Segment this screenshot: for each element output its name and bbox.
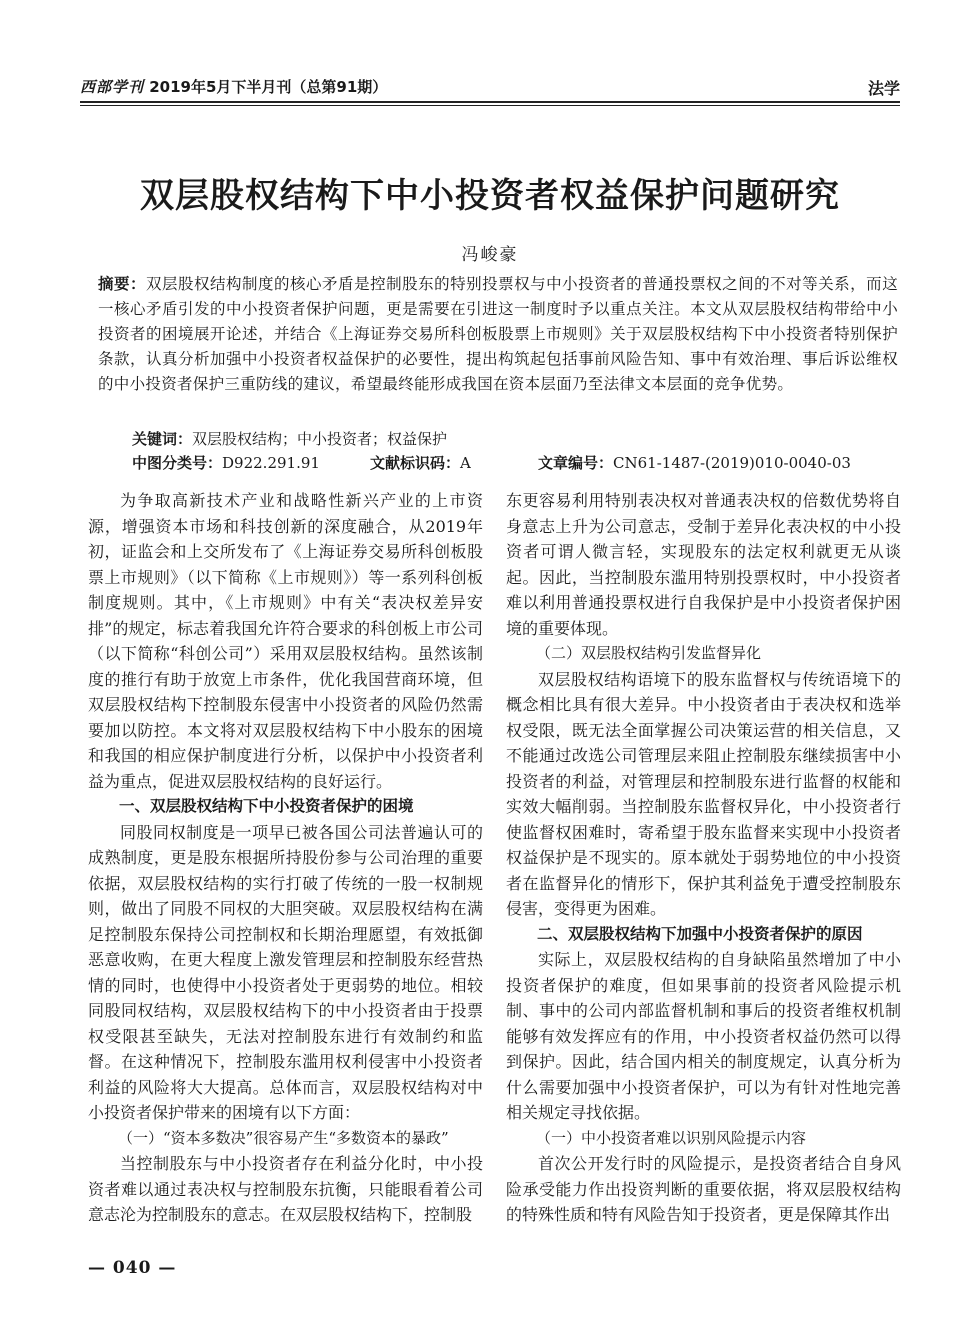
header-divider	[80, 101, 900, 103]
body-column-right	[506, 488, 901, 1228]
doc-code-label: 文献标识码：	[370, 454, 461, 472]
keywords	[132, 428, 447, 449]
abstract-label: 摘要：	[98, 275, 147, 293]
doc-code-text: A	[460, 454, 471, 472]
article-author: 冯峻豪	[461, 245, 519, 265]
article-title: 双层股权结构下中小投资者权益保护问题研究	[140, 176, 840, 216]
paragraph: 当控制股东与中小投资者存在利益分化时，中小投资者难以通过表决权与控制股东抗衡，只能眼看着公司意志沦为控制股东的意志。在双层股权结构下，控制股	[88, 1154, 483, 1224]
paragraph: 首次公开发行时的风险提示，是投资者结合自身风险承受能力作出投资判断的重要依据，将双层股权结构的特殊性质和特有风险告知于投资者，更是保障其作出	[506, 1154, 901, 1224]
journal-name: 西部学刊	[80, 78, 145, 96]
section-heading: 一、双层股权结构下中小投资者保护的困境	[119, 797, 414, 815]
issue-info: 2019年5月下半月刊（总第91期）	[149, 78, 388, 96]
abstract	[98, 272, 898, 397]
body-column-left	[88, 488, 483, 1228]
running-header	[80, 76, 900, 100]
paragraph: 东更容易利用特别表决权对普通表决权的倍数优势将自身意志上升为公司意志，受制于差异化表决权的中小投资者可谓人微言轻，实现股东的法定权利就更无从谈起。因此，当控制股东滥用特别投票权时，中小投资者难以利用普通投票权进行自我保护是中小投资者保护困境的重要体现。	[506, 491, 901, 638]
clc-number	[132, 452, 320, 473]
paragraph: 同股同权制度是一项早已被各国公司法普遍认可的成熟制度，更是股东根据所持股份参与公司治理的重要依据，双层股权结构的实行打破了传统的一股一权制规则，做出了同股不同权的大胆突破。双层股权结构在满足控制股东保持公司控制权和长期治理愿望，有效抵御恶意收购，在更大程度上激发管理层和控制股东经营热情的同时，也使得中小投资者处于更弱势的地位。相较同股同权结构，双层股权结构下的中小投资者由于投票权受限甚至缺失，无法对控制股东进行有效制约和监督。在这种情况下，控制股东滥用权利侵害中小投资者利益的风险将大大提高。总体而言，双层股权结构对中小投资者保护带来的困境有以下方面：	[88, 822, 483, 1122]
article-no-text: CN61-1487-(2019)010-0040-03	[613, 454, 851, 472]
subsection-heading: （一）中小投资者难以识别风险提示内容	[536, 1128, 807, 1147]
journal-issue-line	[80, 76, 387, 97]
header-divider-thin	[80, 105, 900, 106]
section-name: 法学	[867, 79, 900, 98]
document-code	[370, 452, 471, 473]
subsection-heading: （二）双层股权结构引发监督异化	[536, 644, 762, 662]
keywords-text: 双层股权结构；中小投资者；权益保护	[192, 430, 448, 448]
paragraph: 实际上，双层股权结构的自身缺陷虽然增加了中小投资者保护的难度，但如果事前的投资者风险提示机制、事中的公司内部监督机制和事后的投资者维权机制能够有效发挥应有的作用，中小投资者权益仍然可以得到保护。因此，结合国内相关的制度规定，认真分析为什么需要加强中小投资者保护，可以为有针对性地完善相关规定寻找依据。	[506, 950, 901, 1122]
article-number	[538, 452, 851, 473]
keywords-label: 关键词：	[132, 430, 193, 448]
page-number: — 040 —	[88, 1258, 177, 1278]
paragraph: 双层股权结构语境下的股东监督权与传统语境下的概念相比具有很大差异。中小投资者由于表决权和选举权受限，既无法全面掌握公司决策运营的相关信息，又不能通过改选公司管理层来阻止控制股东继续损害中小投资者的利益，对管理层和控制股东进行监督的权能和实效大幅削弱。当控制股东监督权异化，中小投资者行使监督权困难时，寄希望于股东监督来实现中小投资者权益保护是不现实的。原本就处于弱势地位的中小投资者在监督异化的情形下，保护其利益免于遭受控制股东侵害，变得更为困难。	[506, 669, 901, 918]
section-heading: 二、双层股权结构下加强中小投资者保护的原因	[537, 924, 863, 943]
clc-text: D922.291.91	[222, 454, 320, 472]
paragraph: 为争取高新技术产业和战略性新兴产业的上市资源，增强资本市场和科技创新的深度融合，从2019年初，证监会和上交所发布了《上海证券交易所科创板股票上市规则》（以下简称《上市规则》）等一系列科创板制度规则。其中，《上市规则》中有关“表决权差异安排”的规定，标志着我国允许符合要求的科创板上市公司（以下简称“科创公司”）采用双层股权结构。虽然该制度的推行有助于放宽上市条件，优化我国营商环境，但双层股权结构下控制股东侵害中小投资者的风险仍然需要加以防控。本文将对双层股权结构下中小股东的困境和我国的相应保护制度进行分析，以保护中小投资者利益为重点，促进双层股权结构的良好运行。	[88, 491, 483, 791]
subsection-heading: （一）“资本多数决”很容易产生“多数资本的暴政”	[118, 1128, 449, 1147]
abstract-text: 双层股权结构制度的核心矛盾是控制股东的特别投票权与中小投资者的普通投票权之间的不对等关系，而这一核心矛盾引发的中小投资者保护问题，更是需要在引进这一制度时予以重点关注。本文从双层股权结构带给中小投资者的困境展开论述，并结合《上海证券交易所科创板股票上市规则》关于双层股权结构下中小投资者特别保护条款，认真分析加强中小投资者权益保护的必要性，提出构筑起包括事前风险告知、事中有效治理、事后诉讼维权的中小投资者保护三重防线的建议，希望最终能形成我国在资本层面乃至法律文本层面的竞争优势。	[98, 275, 898, 393]
clc-label: 中图分类号：	[132, 454, 223, 472]
article-no-label: 文章编号：	[538, 454, 614, 472]
